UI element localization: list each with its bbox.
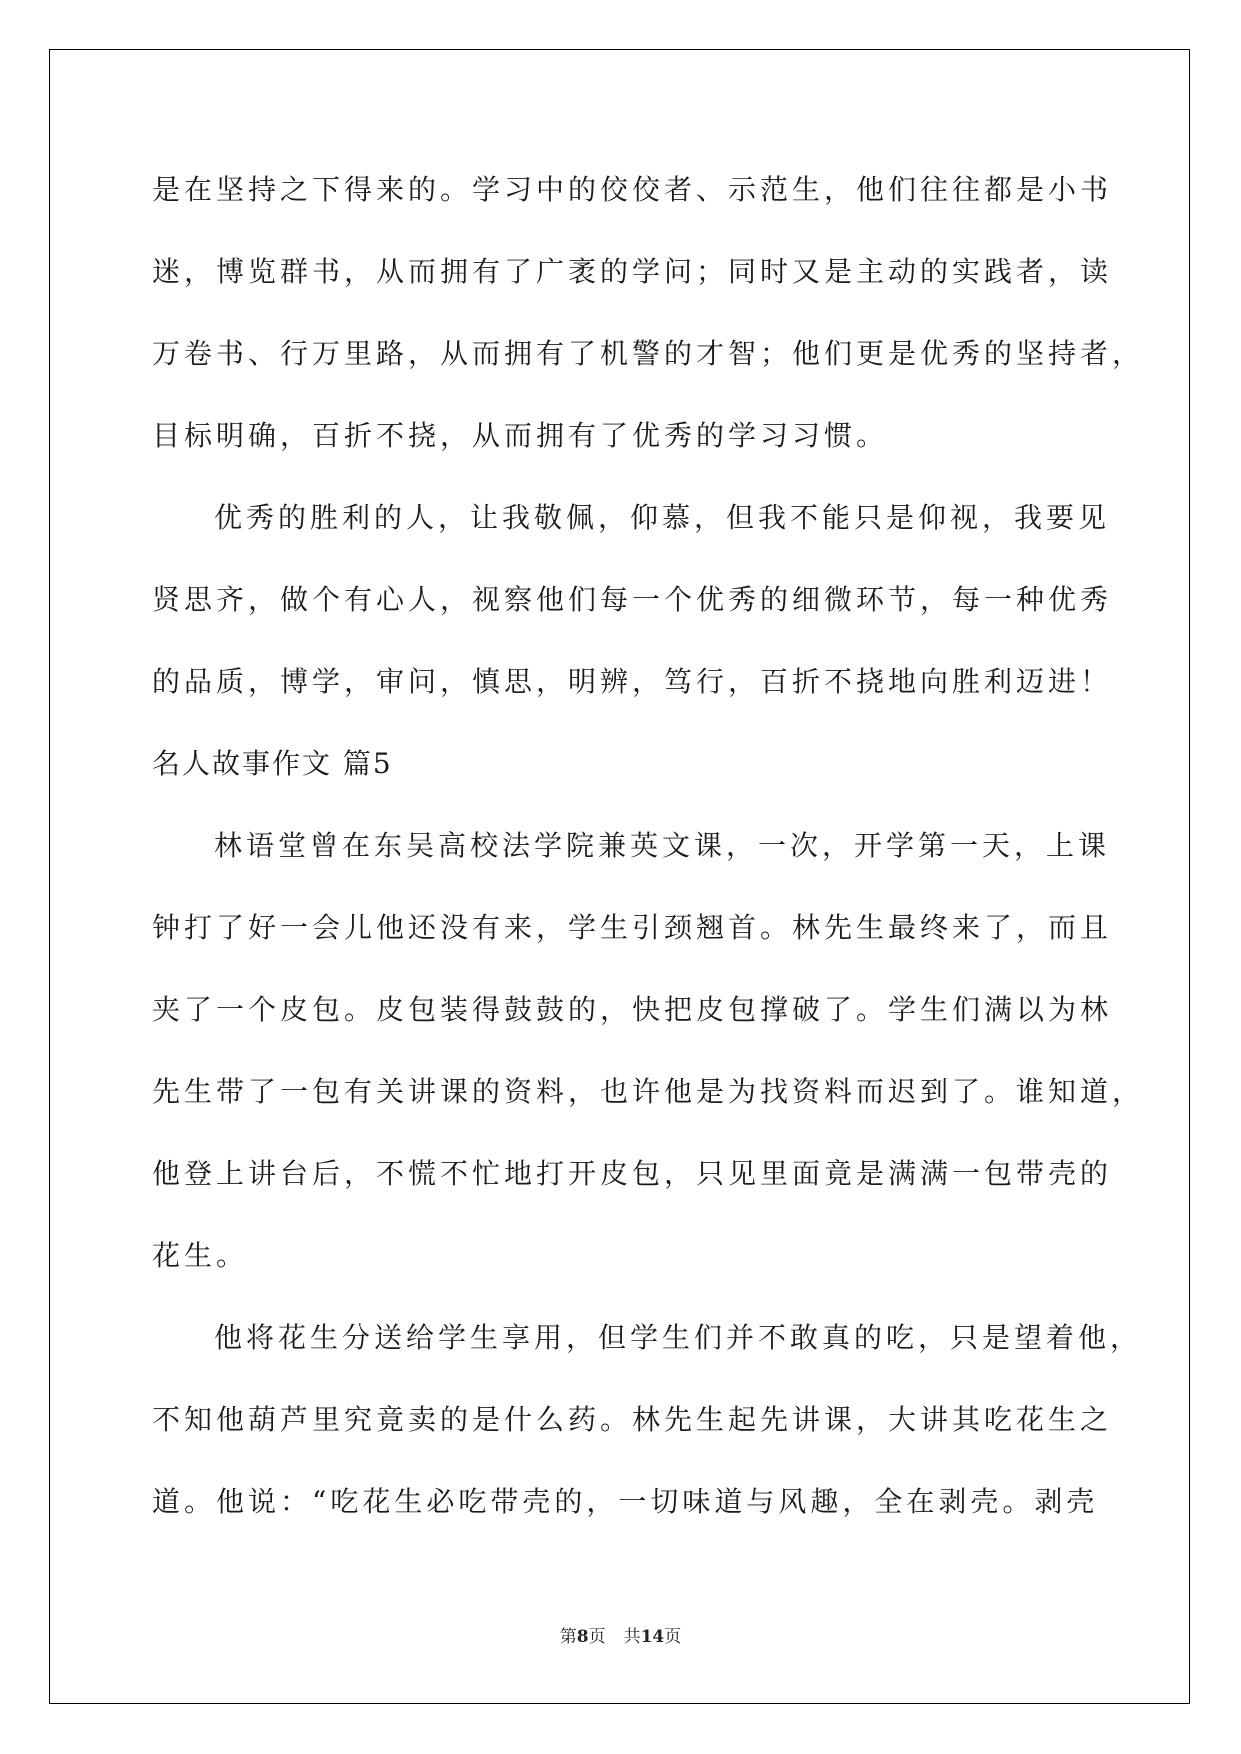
text-line: 夹了一个皮包。皮包装得鼓鼓的，快把皮包撑破了。学生们满以为林 — [152, 993, 1113, 1026]
page-number: 8 — [576, 1627, 589, 1647]
text-line: 万卷书、行万里路，从而拥有了机警的才智；他们更是优秀的坚持者， — [152, 337, 1145, 370]
total-prefix: 共 — [623, 1627, 641, 1647]
text-line: 迷，博览群书，从而拥有了广袤的学问；同时又是主动的实践者，读 — [152, 255, 1113, 288]
text-line: 林语堂曾在东吴高校法学院兼英文课，一次，开学第一天，上课 — [214, 829, 1111, 862]
text-line: 钟打了好一会儿他还没有来，学生引颈翘首。林先生最终来了，而且 — [152, 911, 1113, 944]
text-line: 目标明确，百折不挠，从而拥有了优秀的学习习惯。 — [152, 419, 889, 452]
text-line: 花生。 — [152, 1239, 249, 1272]
section-heading: 名人故事作文 篇5 — [152, 747, 393, 780]
text-line: 贤思齐，做个有心人，视察他们每一个优秀的细微环节，每一种优秀 — [152, 583, 1113, 616]
text-line: 先生带了一包有关讲课的资料，也许他是为找资料而迟到了。谁知道， — [152, 1075, 1145, 1108]
page-suffix: 页 — [588, 1627, 606, 1647]
text-line: 不知他葫芦里究竟卖的是什么药。林先生起先讲课，大讲其吃花生之 — [152, 1403, 1113, 1436]
total-pages: 14 — [640, 1627, 665, 1647]
total-suffix: 页 — [664, 1627, 682, 1647]
page-prefix: 第 — [559, 1627, 577, 1647]
text-line: 他登上讲台后，不慌不忙地打开皮包，只见里面竟是满满一包带壳的 — [152, 1157, 1113, 1190]
document-body — [152, 156, 1145, 1550]
page-footer — [0, 1622, 1241, 1647]
text-line: 是在坚持之下得来的。学习中的佼佼者、示范生，他们往往都是小书 — [152, 173, 1113, 206]
text-line: 优秀的胜利的人，让我敬佩，仰慕，但我不能只是仰视，我要见 — [214, 501, 1111, 534]
text-line: 的品质，博学，审问，慎思，明辨，笃行，百折不挠地向胜利迈进！ — [152, 665, 1113, 698]
text-line: 道。他说：“吃花生必吃带壳的，一切味道与风趣，全在剥壳。剥壳 — [152, 1485, 1099, 1518]
text-line: 他将花生分送给学生享用，但学生们并不敢真的吃，只是望着他， — [214, 1321, 1143, 1354]
